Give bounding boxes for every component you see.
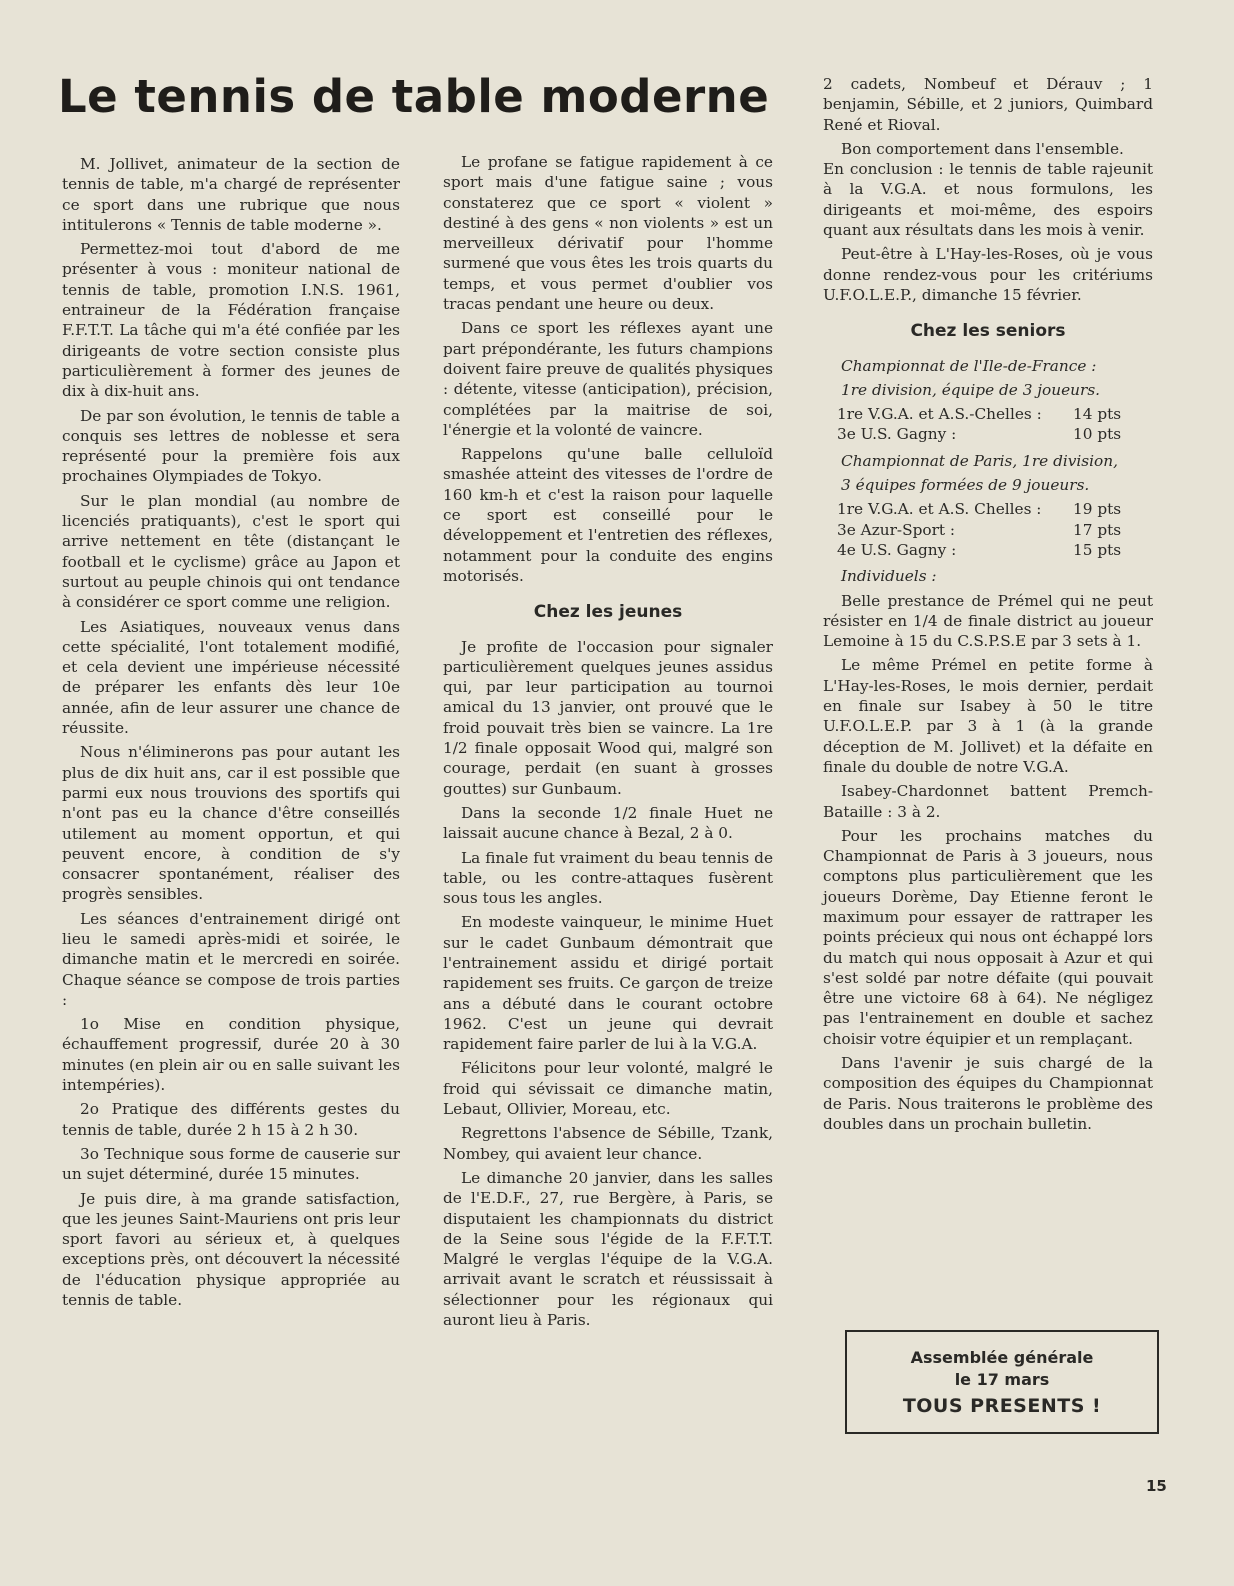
paragraph: Le même Prémel en petite forme à L'Hay-les-Roses, le mois dernier, perdait en finale sur Isabey à 50 le titre U.F.O.L.E.P. par 3 à 1 (à la grande déception de M. Jollivet) et la défaite en finale du double de notre V.G.A. xyxy=(823,656,1153,776)
paragraph: Je puis dire, à ma grande satisfaction, que les jeunes Saint-Mauriens ont pris leur sport favori au sérieux et, à quelques exceptions près, ont découvert la nécessité de l'éducation physique appropriée au tennis de table. xyxy=(62,1189,400,1310)
paragraph: De par son évolution, le tennis de table a conquis ses lettres de noblesse et sera représenté pour la première fois aux prochaines Olympiades de Tokyo. xyxy=(62,406,400,486)
paragraph: Dans l'avenir je suis chargé de la composition des équipes du Championnat de Paris. Nous traiterons le problème des doubles dans un prochain bulletin. xyxy=(823,1054,1153,1133)
paragraph: 2 cadets, Nombeuf et Dérauv ; 1 benjamin, Sébille, et 2 juniors, Quimbard René et Rioval. xyxy=(823,75,1153,134)
team-points: 19 pts xyxy=(1073,500,1122,519)
paragraph: Pour les prochains matches du Championnat de Paris à 3 joueurs, nous comptons plus particulièrement que les joueurs Dorème, Day Etienne feront le maximum pour essayer de rattraper les points précieux qui nous ont échappé lors du match qui nous opposait à Azur et qui s'est soldé par notre défaite (qui pouvait être une victoire 68 à 64). Ne négligez pas l'entrainement en double et sachez choisir votre équipier et un remplaçant. xyxy=(823,826,1153,1048)
paragraph: En modeste vainqueur, le minime Huet sur le cadet Gunbaum démontrait que l'entrainement assidu et dirigé portait rapidement ses fruits. Ce garçon de treize ans a débuté dans le courant octobre 1962. C'est un jeune qui devrait rapidement faire parler de lui à la V.G.A. xyxy=(443,913,773,1054)
page-number: 15 xyxy=(1146,1477,1167,1495)
column-3 xyxy=(823,74,1153,1138)
paragraph: Permettez-moi tout d'abord de me présenter à vous : moniteur national de tennis de table, promotion I.N.S. 1961, entraineur de la Fédération française F.F.T.T. La tâche qui m'a été confiée par les dirigeants de votre section consiste plus particulièrement à former des jeunes de dix à dix-huit ans. xyxy=(62,240,400,401)
column-1 xyxy=(62,154,400,1314)
team-points: 10 pts xyxy=(1073,425,1122,444)
paragraph: Bon comportement dans l'ensemble. xyxy=(841,139,1124,158)
standings-row xyxy=(823,404,1153,424)
paragraph: Regrettons l'absence de Sébille, Tzank, Nombey, qui avaient leur chance. xyxy=(443,1124,773,1163)
paragraph: Rappelons qu'une balle celluloïd smashée atteint des vitesses de l'ordre de 160 km-h et c'est la raison pour laquelle ce sport est conseillé pour le développement et l'entretien des réflexes, notamment pour la conduite des engins motorisés. xyxy=(443,445,773,585)
paragraph: 2o Pratique des différents gestes du tennis de table, durée 2 h 15 à 2 h 30. xyxy=(62,1100,400,1139)
standings-row xyxy=(823,540,1153,560)
paragraph: Dans la seconde 1/2 finale Huet ne laissait aucune chance à Bezal, 2 à 0. xyxy=(443,803,773,843)
team-points: 15 pts xyxy=(1073,540,1122,559)
team-points: 17 pts xyxy=(1073,520,1122,539)
paragraph: Dans ce sport les réflexes ayant une part prépondérante, les futurs champions doivent faire preuve de qualités physiques : détente, vitesse (anticipation), précision, complétées par la maitrise de soi, l'énergie et la volonté de vaincre. xyxy=(443,319,773,439)
championship-subtitle: 3 équipes formées de 9 joueurs. xyxy=(841,476,1090,495)
paragraph: Nous n'éliminerons pas pour autant les plus de dix huit ans, car il est possible que parmi eux nous trouvions des sportifs qui n'ont pas eu la chance d'être conseillés utilement au moment opportun, et qui peuvent encore, à condition de s'y consacrer spontanément, réaliser des progrès sensibles. xyxy=(62,743,400,904)
paragraph: Les séances d'entrainement dirigé ont lieu le samedi après-midi et soirée, le dimanche matin et le mercredi en soirée. Chaque séance se compose de trois parties : xyxy=(62,909,400,1009)
standings-row xyxy=(823,424,1153,444)
championship-title: Championnat de l'Ile-de-France : xyxy=(841,356,1097,375)
announcement-box xyxy=(845,1330,1159,1434)
championship-title: Championnat de Paris, 1re division, xyxy=(841,451,1118,470)
paragraph: Belle prestance de Prémel qui ne peut résister en 1/4 de finale district au joueur Lemoine à 15 du C.S.P.S.E par 3 sets à 1. xyxy=(823,591,1153,651)
paragraph: Peut-être à L'Hay-les-Roses, où je vous donne rendez-vous pour les critériums U.F.O.L.E.P., dimanche 15 février. xyxy=(823,245,1153,304)
article-title: Le tennis de table moderne xyxy=(58,70,770,123)
section-heading-jeunes: Chez les jeunes xyxy=(533,602,683,623)
team-name: 3e Azur-Sport : xyxy=(837,520,956,539)
paragraph: Isabey-Chardonnet battent Premch-Bataille : 3 à 2. xyxy=(823,782,1153,821)
team-name: 1re V.G.A. et A.S.-Chelles : xyxy=(837,405,1042,424)
paragraph: Le profane se fatigue rapidement à ce sport mais d'une fatigue saine ; vous constaterez que ce sport « violent » destiné à des gens « non violents » est un merveilleux dérivatif pour l'homme surmené que vous êtes les trois quarts du temps, et vous permet d'oublier vos tracas pendant une heure ou deux. xyxy=(443,153,773,314)
individuals-label: Individuels : xyxy=(841,567,937,586)
announcement-callout: TOUS PRESENTS ! xyxy=(902,1395,1102,1417)
announcement-line: Assemblée générale xyxy=(910,1348,1094,1367)
team-name: 4e U.S. Gagny : xyxy=(837,540,957,559)
paragraph: La finale fut vraiment du beau tennis de table, ou les contre-attaques fusèrent sous tous les angles. xyxy=(443,848,773,908)
paragraph: Félicitons pour leur volonté, malgré le froid qui sévissait ce dimanche matin, Lebaut, Ollivier, Moreau, etc. xyxy=(443,1059,773,1119)
paragraph: Je profite de l'occasion pour signaler particulièrement quelques jeunes assidus qui, par leur participation au tournoi amical du 13 janvier, ont prouvé que le froid pouvait très bien se vaincre. La 1re 1/2 finale opposait Wood qui, malgré son courage, perdait (en suant à grosses gouttes) sur Gunbaum. xyxy=(443,637,773,798)
paragraph: 3o Technique sous forme de causerie sur un sujet déterminé, durée 15 minutes. xyxy=(62,1144,400,1184)
standings-row xyxy=(823,499,1153,519)
section-heading-seniors: Chez les seniors xyxy=(910,321,1066,342)
team-name: 1re V.G.A. et A.S. Chelles : xyxy=(837,500,1042,519)
championship-subtitle: 1re division, équipe de 3 joueurs. xyxy=(841,380,1101,399)
paragraph: En conclusion : le tennis de table rajeunit à la V.G.A. et nous formulons, les dirigeants et moi-même, des espoirs quant aux résultats dans les mois à venir. xyxy=(823,160,1153,240)
paragraph: Le dimanche 20 janvier, dans les salles de l'E.D.F., 27, rue Bergère, à Paris, se disputaient les championnats du district de la Seine sous l'égide de la F.F.T.T. Malgré le verglas l'équipe de la V.G.A. arrivait avant le scratch et réussissait à sélectionner pour les régionaux qui auront lieu à Paris. xyxy=(443,1168,773,1330)
paragraph: 1o Mise en condition physique, échauffement progressif, durée 20 à 30 minutes (en plein air ou en salle suivant les intempéries). xyxy=(62,1015,400,1095)
team-name: 3e U.S. Gagny : xyxy=(837,425,957,444)
paragraph: Les Asiatiques, nouveaux venus dans cette spécialité, l'ont totalement modifié, et cela devient une impérieuse nécessité de préparer les enfants dès leur 10e année, afin de leur assurer une chance de réussite. xyxy=(62,617,400,738)
standings-row xyxy=(823,520,1153,540)
team-points: 14 pts xyxy=(1073,405,1122,424)
paragraph: Sur le plan mondial (au nombre de licenciés pratiquants), c'est le sport qui arrive nettement en tête (distançant le football et le cyclisme) grâce au Japon et surtout au peuple chinois qui ont tendance à considérer ce sport comme une religion. xyxy=(62,491,400,612)
column-2 xyxy=(443,152,773,1334)
paragraph: M. Jollivet, animateur de la section de tennis de table, m'a chargé de représenter ce sport dans une rubrique que nous intitulerons « Tennis de table moderne ». xyxy=(62,155,400,234)
announcement-date: le 17 mars xyxy=(954,1370,1050,1389)
